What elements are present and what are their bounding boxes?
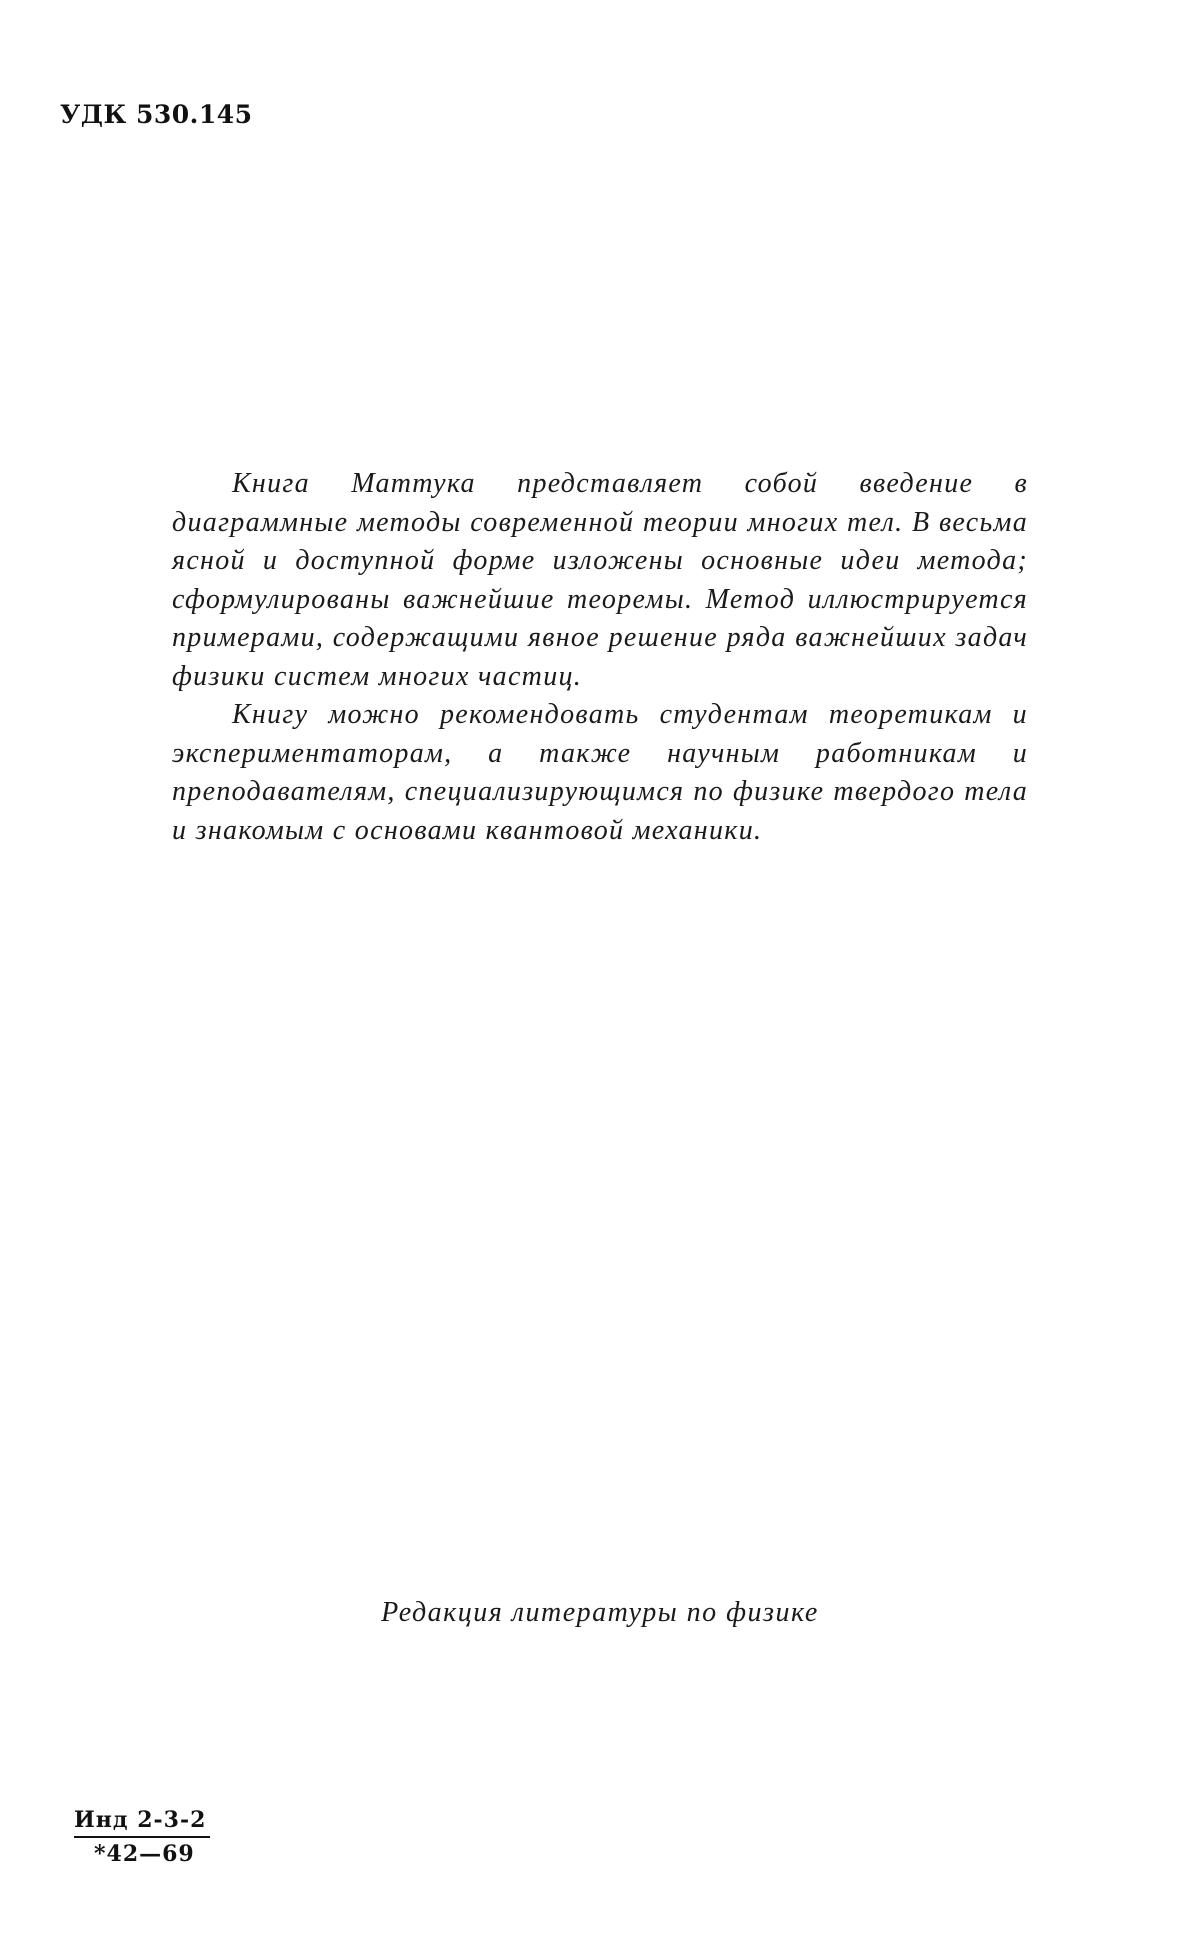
annotation-text [172, 465, 1028, 850]
publication-index [74, 1807, 210, 1867]
annotation-paragraph-2: Книгу можно рекомендовать студентам теоретикам и экспериментаторам, а также научным работникам и преподавателям, специализирующимся по физике твердого тела и знакомым с основами квантовой механики. [172, 699, 1028, 846]
index-number: *42—69 [94, 1841, 195, 1867]
udk-code: УДК 530.145 [60, 100, 253, 129]
annotation-paragraph-1: Книга Маттука представляет собой введение в диаграммные методы современной теории многих тел. В весьма ясной и доступной форме изложены основные идеи метода; сформулированы важнейшие теоремы. Метод иллюстрируется примерами, содержащими явное решение ряда важнейших задач физики систем многих частиц. [172, 468, 1028, 692]
editorial-office-line: Редакция литературы по физике [381, 1597, 819, 1628]
index-code: Инд 2-3-2 [74, 1807, 210, 1838]
